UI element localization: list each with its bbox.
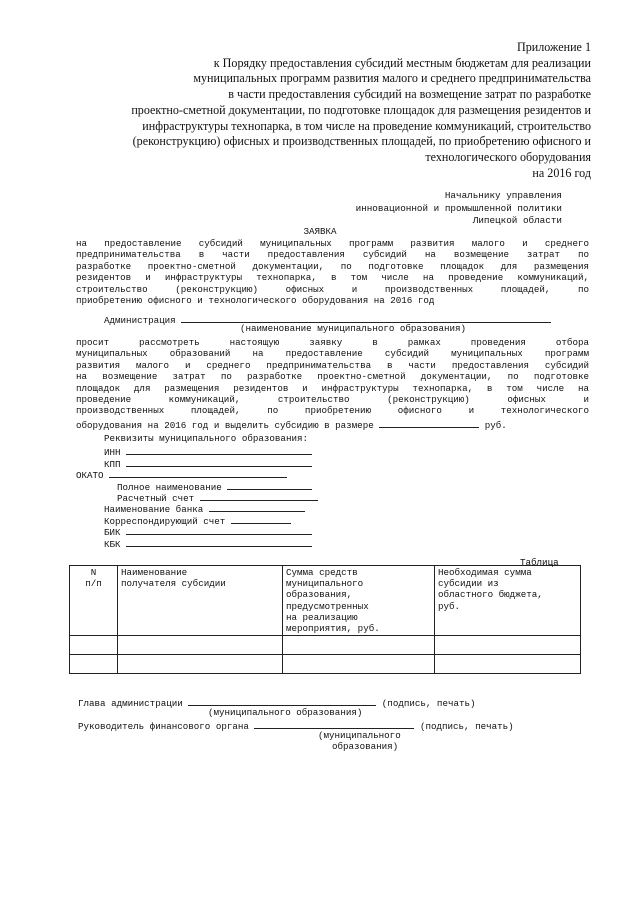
finance-signature-note: (подпись, печать) [419, 721, 514, 733]
requisite-label: КПП [104, 458, 121, 470]
requisite-corr-account [76, 513, 376, 527]
table-cell[interactable] [70, 655, 118, 674]
signatures-block [78, 695, 598, 753]
request-line: муниципальных образований на предоставление субсидий муниципальных программ [76, 348, 589, 360]
addressee-line: инновационной и промышленной политики [355, 202, 562, 214]
appendix-line: технологического оборудования [425, 149, 591, 164]
requisite-inn [76, 444, 376, 459]
requisite-label: КБК [104, 538, 121, 550]
head-signature-caption: (муниципального образования) [208, 706, 363, 718]
requisite-label: БИК [104, 527, 121, 539]
bik-field[interactable] [126, 524, 312, 535]
request-line: проведение коммуникаций, строительство (реконструкцию) офисных и [76, 394, 589, 406]
account-field[interactable] [200, 490, 318, 501]
full-name-field[interactable] [227, 479, 312, 490]
intro-line: приобретению офисного и технологического оборудования на 2016 год [76, 295, 435, 307]
table-caption: Таблица [520, 557, 559, 568]
subsidy-amount-field[interactable] [379, 417, 479, 428]
table-header-row [70, 566, 581, 636]
table-header-subsidy-amount: Необходимая сумма субсидии из областного бюджета, руб. [435, 566, 581, 636]
requisite-bik [76, 524, 376, 539]
table-header-number: N п/п [70, 566, 118, 636]
table-header-municipal-amount: Сумма средств муниципального образования, предусмотренных на реализацию мероприятия, руб. [283, 566, 435, 636]
finance-signature-caption: образования) [332, 741, 399, 753]
currency-unit: руб. [484, 419, 507, 431]
request-line: оборудования на 2016 год и выделить субсидию в размере [76, 419, 374, 431]
requisite-bank [76, 501, 376, 516]
head-signature-row [78, 695, 598, 707]
table-cell[interactable] [283, 636, 435, 655]
table-cell[interactable] [118, 655, 283, 674]
administration-caption: (наименование муниципального образования) [240, 323, 467, 334]
kbk-field[interactable] [126, 536, 312, 547]
requisites-block [76, 433, 376, 550]
intro-line: резидентов и инфраструктуры технопарка, в том числе на проведение коммуникаций, [76, 272, 589, 284]
finance-signature-field[interactable] [254, 718, 414, 729]
request-line: на возмещение затрат по разработке проектно-сметной документации, по подготовке [76, 371, 589, 383]
request-last-line [76, 417, 589, 431]
requisite-label: Расчетный счет [117, 492, 195, 504]
requisites-heading: Реквизиты муниципального образования: [104, 433, 308, 444]
requisite-label: Полное наименование [117, 481, 222, 493]
table-cell[interactable] [435, 636, 581, 655]
finance-signature-caption: (муниципального [318, 729, 401, 741]
requisite-okato [76, 467, 376, 482]
table-cell[interactable] [283, 655, 435, 674]
appendix-header [71, 40, 591, 181]
table-row [70, 655, 581, 674]
appendix-line: к Порядку предоставления субсидий местным бюджетам для реализации [213, 55, 591, 70]
appendix-line: на 2016 год [532, 165, 591, 180]
intro-line: строительство (реконструкцию) офисных и производственных площадей, по [76, 283, 589, 295]
head-signature-note: (подпись, печать) [381, 698, 476, 709]
request-line: просит рассмотреть настоящую заявку в рамках проведения отбора [76, 337, 589, 348]
document-title: ЗАЯВКА [303, 226, 337, 237]
table-row [70, 636, 581, 655]
addressee-line: Начальнику управления [444, 190, 562, 201]
request-line: площадок для размещения резидентов и инфраструктуры технопарка, в том числе на [76, 382, 589, 394]
requisite-full-name [76, 479, 376, 493]
subsidy-table [69, 565, 581, 674]
appendix-line: инфраструктуры технопарка, в том числе на проведение коммуникаций, строительство [142, 118, 591, 133]
appendix-line: (реконструкцию) офисных и производственных площадей, по приобретению офисного и [132, 134, 591, 149]
request-line: развития малого и среднего предпринимательства в части предоставления субсидий [76, 359, 589, 371]
request-line: производственных площадей, по приобретению офисного и технологического [76, 405, 589, 417]
intro-line: предпринимательства в части предоставления субсидий на возмещение затрат по [76, 249, 589, 261]
intro-paragraph [76, 238, 589, 306]
table-cell[interactable] [435, 655, 581, 674]
requisite-label: ИНН [104, 447, 121, 459]
requisite-label: Корреспондирующий счет [104, 515, 226, 527]
okato-field[interactable] [109, 467, 287, 478]
kpp-field[interactable] [126, 456, 312, 467]
requisite-label: ОКАТО [76, 470, 104, 482]
appendix-line: Приложение 1 [517, 40, 591, 54]
table-cell[interactable] [70, 636, 118, 655]
addressee-line: Липецкой области [472, 215, 562, 226]
appendix-line: в части предоставления субсидий на возмещение затрат по разработке [228, 87, 591, 102]
requisite-kbk [76, 536, 376, 550]
finance-signature-label: Руководитель финансового органа [78, 721, 249, 733]
head-signature-label: Глава администрации [78, 698, 183, 709]
intro-line: разработке проектно-сметной документации, по подготовке площадок для размещения [76, 260, 589, 272]
request-paragraph [76, 337, 589, 431]
finance-signature-row [78, 718, 598, 733]
requisite-label: Наименование банка [104, 504, 204, 516]
administration-label: Администрация [104, 315, 176, 326]
requisite-account [76, 490, 376, 504]
corr-account-field[interactable] [231, 513, 291, 524]
table-header-recipient: Наименование получателя субсидии [118, 566, 283, 636]
appendix-line: проектно-сметной документации, по подготовке площадок для размещения резидентов и [131, 102, 591, 117]
head-signature-field[interactable] [188, 695, 376, 706]
administration-name-field[interactable] [181, 312, 551, 323]
addressee-block [356, 190, 562, 228]
bank-field[interactable] [209, 501, 305, 512]
appendix-line: муниципальных программ развития малого и среднего предпринимательства [193, 71, 591, 86]
table-cell[interactable] [118, 636, 283, 655]
intro-line: на предоставление субсидий муниципальных программ развития малого и среднего [76, 238, 589, 249]
inn-field[interactable] [126, 444, 312, 455]
requisite-kpp [76, 456, 376, 470]
